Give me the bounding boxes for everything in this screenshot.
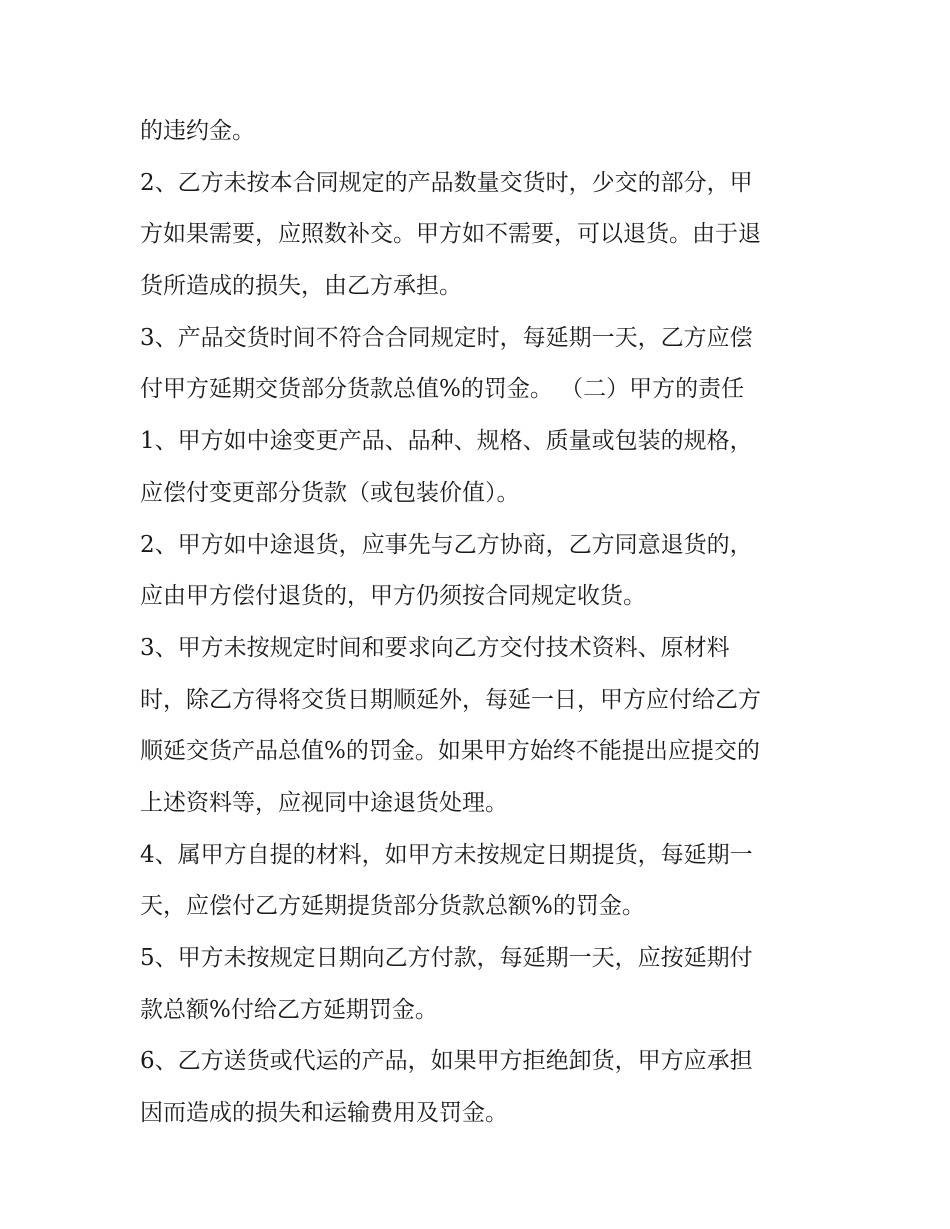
text-line: 顺延交货产品总值%的罚金。如果甲方始终不能提出应提交的 [140, 738, 760, 765]
text-line: 应由甲方偿付退货的，甲方仍须按合同规定收货。 [140, 583, 646, 610]
document-body [140, 106, 820, 1140]
text-line: 时，除乙方得将交货日期顺延外，每延一日，甲方应付给乙方 [140, 686, 761, 713]
text-line: 应偿付变更部分货款（或包装价值）。 [140, 479, 520, 506]
text-line: 因而造成的损失和运输费用及罚金。 [140, 1100, 508, 1127]
text-line: 6、乙方送货或代运的产品，如果甲方拒绝卸货，甲方应承担 [140, 1048, 753, 1075]
text-line: 3、产品交货时间不符合合同规定时，每延期一天，乙方应偿 [140, 324, 753, 351]
text-line: 的违约金。 [140, 118, 255, 144]
text-line: 3、甲方未按规定时间和要求向乙方交付技术资料、原材料 [140, 634, 730, 661]
text-line: 上述资料等，应视同中途退货处理。 [140, 789, 508, 816]
text-line: 付甲方延期交货部分货款总值%的罚金。 （二）甲方的责任 [140, 376, 745, 403]
text-line: 货所造成的损失，由乙方承担。 [140, 273, 462, 300]
text-line: 1、甲方如中途变更产品、品种、规格、质量或包装的规格， [140, 428, 753, 455]
text-line: 天，应偿付乙方延期提货部分货款总额%的罚金。 [140, 893, 645, 920]
text-line: 5、甲方未按规定日期向乙方付款，每延期一天，应按延期付 [140, 945, 753, 971]
text-line: 2、甲方如中途退货，应事先与乙方协商，乙方同意退货的， [140, 531, 753, 558]
text-line: 款总额%付给乙方延期罚金。 [140, 996, 438, 1023]
text-line: 方如果需要，应照数补交。甲方如不需要，可以退货。由于退 [140, 221, 761, 248]
text-line: 4、属甲方自提的材料，如甲方未按规定日期提货，每延期一 [140, 841, 753, 868]
text-line: 2、乙方未按本合同规定的产品数量交货时，少交的部分，甲 [140, 169, 753, 196]
